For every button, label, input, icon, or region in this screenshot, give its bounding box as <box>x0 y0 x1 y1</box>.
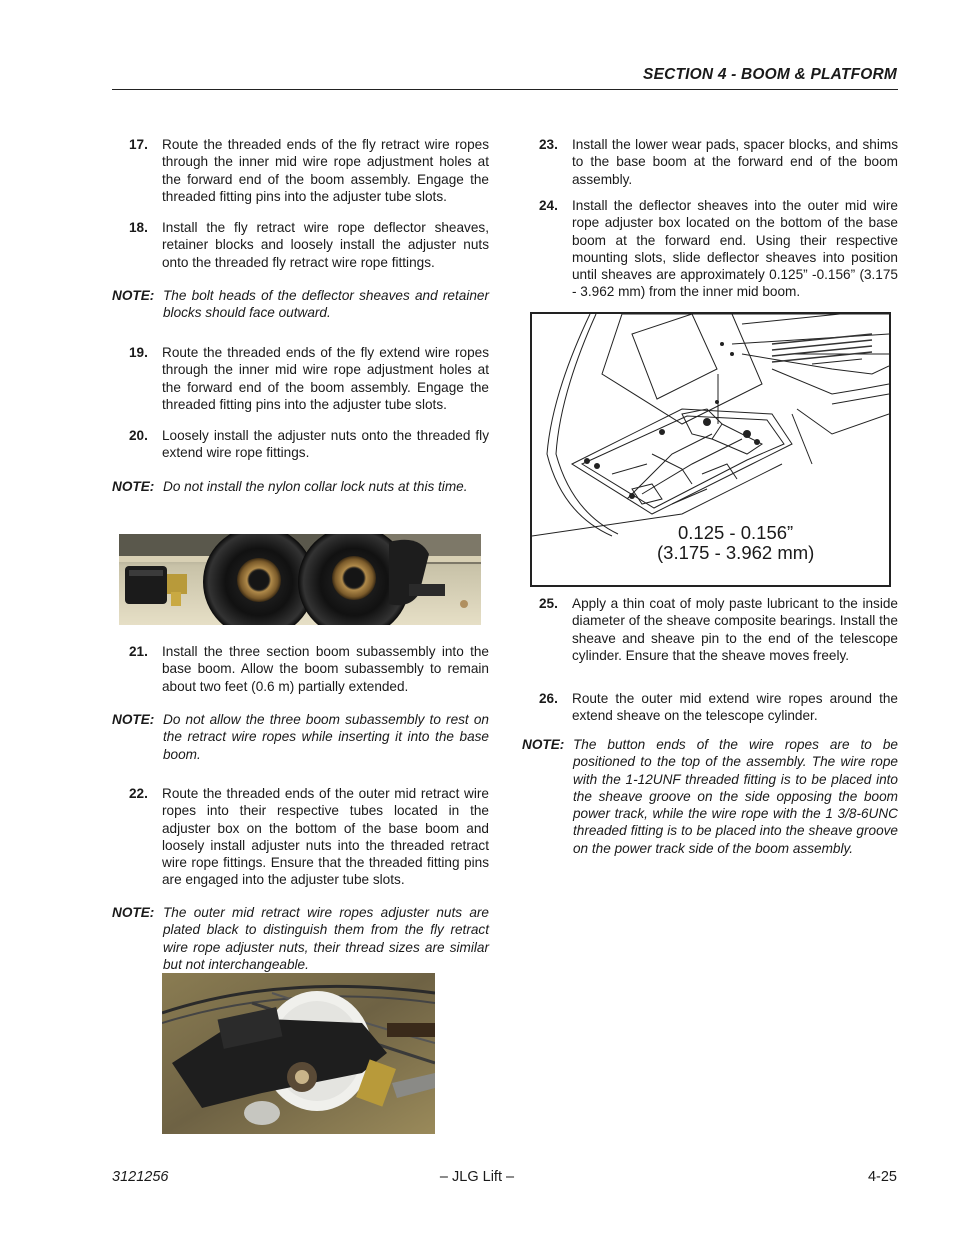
step-20 <box>112 427 489 462</box>
note-label: NOTE: <box>112 905 155 920</box>
dimension-label-inches: 0.125 - 0.156” <box>678 522 794 543</box>
document-number: 3121256 <box>112 1169 169 1185</box>
step-text: Apply a thin coat of moly paste lubricant to the inside diameter of the sheave composite bearings. Install the sheave and sheave pin to the end of the telescope cylinder. Ensure that the sheave moves freely. <box>572 596 898 663</box>
step-text: Loosely install the adjuster nuts onto the threaded fly extend wire rope fittings. <box>162 428 489 461</box>
deflector-sheave-diagram <box>530 312 891 587</box>
step-23 <box>522 136 898 188</box>
cylinder-sheave-photo <box>162 973 435 1134</box>
sheaves-photo <box>119 534 481 625</box>
step-26 <box>522 690 898 725</box>
footer-company: – JLG Lift – <box>439 1169 515 1185</box>
step-text: Install the three section boom subassembly into the base boom. Allow the boom subassembly to remain about two feet (0.6 m) partially extended. <box>162 644 489 694</box>
note-2 <box>112 478 489 495</box>
note-5 <box>522 736 898 857</box>
note-text: Do not install the nylon collar lock nuts at this time. <box>163 479 468 494</box>
section-title: SECTION 4 - BOOM & PLATFORM <box>643 66 897 83</box>
step-number: 26. <box>539 691 558 706</box>
step-number: 22. <box>129 786 148 801</box>
note-1 <box>112 287 489 322</box>
note-text: The button ends of the wire ropes are to be positioned to the top of the assembly. The wire rope with the 1-12UNF threaded fitting is to be placed into the sheave groove on the side opposing the boom power track, while the wire rope with the 1 3/8-6UNC threaded fitting is to be placed into the sheave groove on the power track side of the boom assembly. <box>573 737 898 856</box>
step-text: Route the threaded ends of the fly extend wire ropes through the inner mid wire rope adjustment holes at the forward end of the boom assembly. Engage the threaded fitting pins into the adjuster tube slots. <box>162 345 489 412</box>
step-number: 23. <box>539 137 558 152</box>
page-number: 4-25 <box>867 1169 897 1185</box>
note-label: NOTE: <box>112 712 155 727</box>
step-17 <box>112 136 489 205</box>
note-4 <box>112 904 489 973</box>
note-label: NOTE: <box>112 288 155 303</box>
step-21 <box>112 643 489 695</box>
step-number: 18. <box>129 220 148 235</box>
step-text: Route the outer mid extend wire ropes around the extend sheave on the telescope cylinder. <box>572 691 898 724</box>
step-19 <box>112 344 489 413</box>
step-text: Install the lower wear pads, spacer blocks, and shims to the base boom at the forward end of the boom assembly. <box>572 137 898 187</box>
step-number: 20. <box>129 428 148 443</box>
step-24 <box>522 197 898 301</box>
step-number: 24. <box>539 198 558 213</box>
step-number: 19. <box>129 345 148 360</box>
step-18 <box>112 219 489 271</box>
note-text: The outer mid retract wire ropes adjuster nuts are plated black to distinguish them from the fly retract wire rope adjuster nuts, their thread sizes are similar but not interchangeable. <box>163 905 489 972</box>
step-text: Install the deflector sheaves into the outer mid wire rope adjuster box located on the bottom of the base boom at the forward end. Using their respective mounting slots, slide deflector sheaves into position until sheaves are approximately 0.125” -0.156” (3.175 - 3.962 mm) from the inner mid boom. <box>572 198 898 300</box>
step-number: 21. <box>129 644 148 659</box>
note-label: NOTE: <box>522 737 565 752</box>
step-text: Route the threaded ends of the fly retract wire ropes through the inner mid wire rope adjustment holes at the forward end of the boom assembly. Engage the threaded fitting pins into the adjuster tube slots. <box>162 137 489 204</box>
step-number: 25. <box>539 596 558 611</box>
step-number: 17. <box>129 137 148 152</box>
step-text: Route the threaded ends of the outer mid retract wire ropes into their respective tubes located in the adjuster box on the bottom of the base boom and loosely install adjuster nuts into the threaded retract wire rope fittings. Ensure that the threaded fitting pins are engaged into the adjuster tube slots. <box>162 786 489 888</box>
header-divider <box>112 89 898 90</box>
note-3 <box>112 711 489 763</box>
note-label: NOTE: <box>112 479 155 494</box>
note-text: The bolt heads of the deflector sheaves and retainer blocks should face outward. <box>163 288 489 321</box>
step-text: Install the fly retract wire rope deflector sheaves, retainer blocks and loosely install the adjuster nuts onto the threaded fly retract wire rope fittings. <box>162 220 489 270</box>
step-25 <box>522 595 898 664</box>
dimension-label-mm: (3.175 - 3.962 mm) <box>657 542 815 563</box>
step-22 <box>112 785 489 889</box>
note-text: Do not allow the three boom subassembly to rest on the retract wire ropes while inserting it into the base boom. <box>163 712 489 762</box>
